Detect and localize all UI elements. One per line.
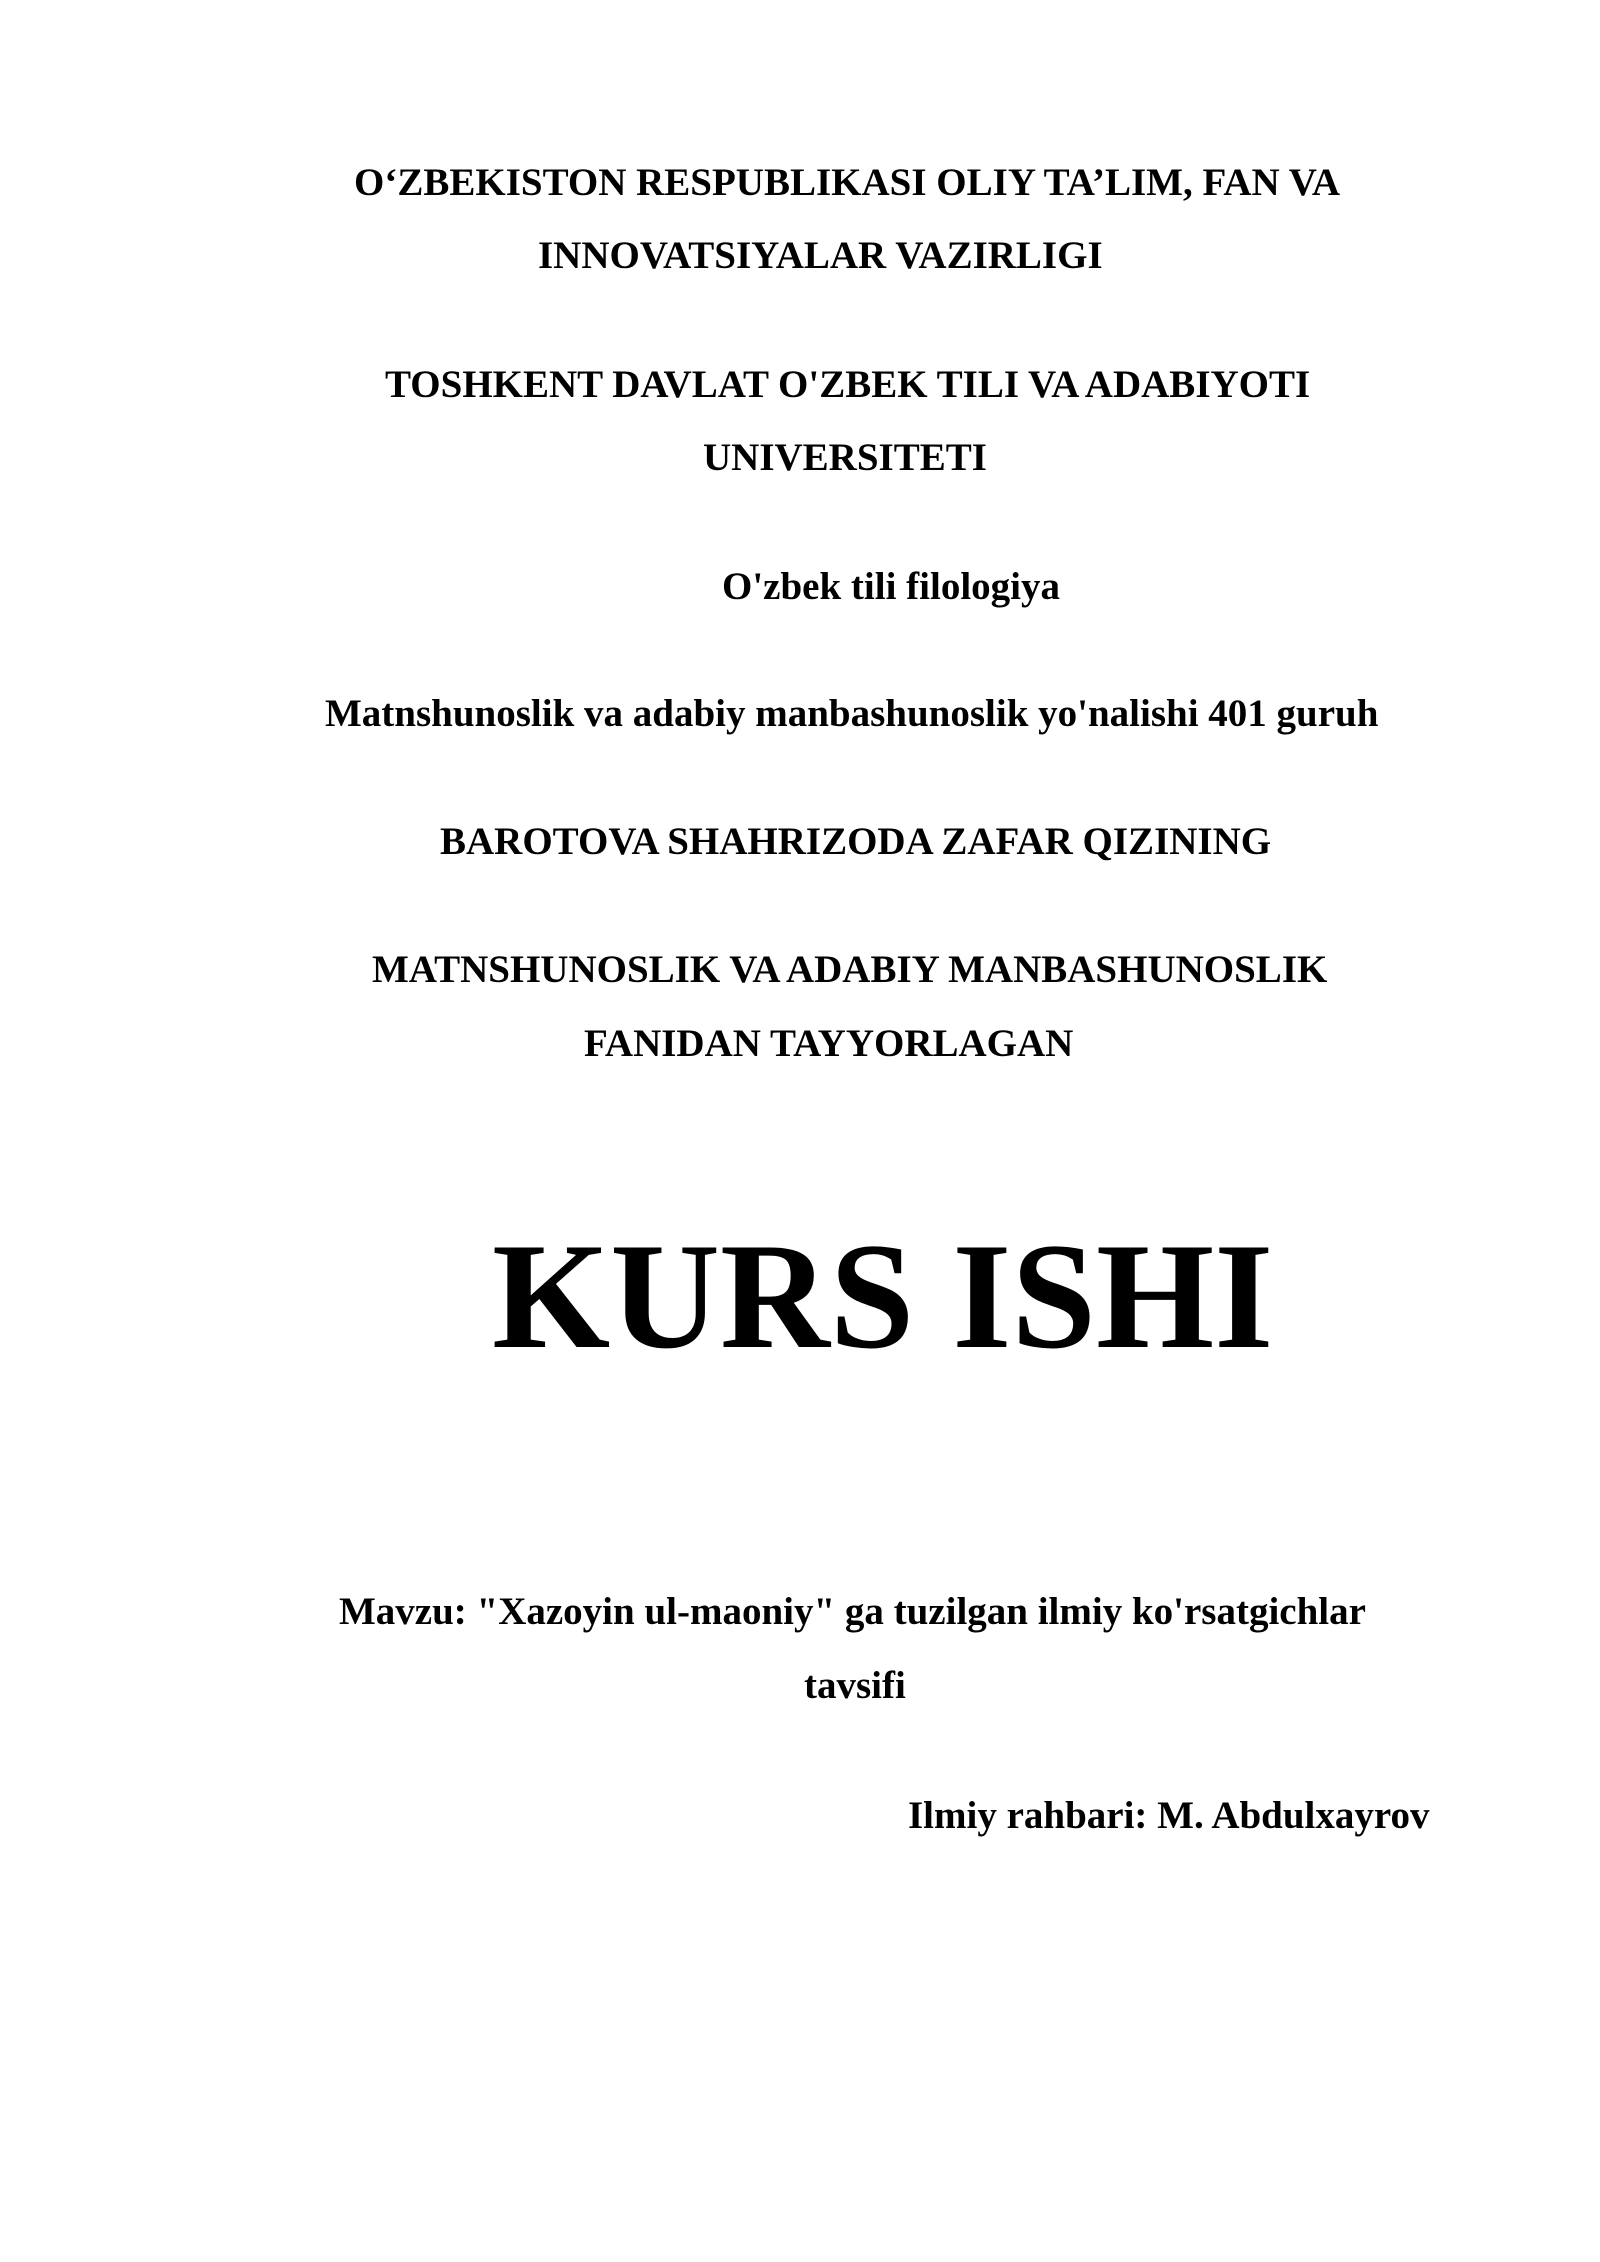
group-info: Matnshunoslik va adabiy manbashunoslik yo'nalishi 401 guruh: [325, 692, 1379, 735]
subject-line-2: FANIDAN TAYYORLAGAN: [584, 1022, 1074, 1065]
supervisor: Ilmiy rahbari: M. Abdulxayrov: [908, 1794, 1430, 1837]
university-line-2: UNIVERSITETI: [703, 436, 987, 479]
topic-line-2: tavsifi: [804, 1664, 906, 1707]
university-line-1: TOSHKENT DAVLAT O'ZBEK TILI VA ADABIYOTI: [385, 363, 1311, 406]
ministry-line-2: INNOVATSIYALAR VAZIRLIGI: [538, 234, 1103, 277]
faculty-name: O'zbek tili filologiya: [722, 565, 1060, 608]
topic-line-1: Mavzu: "Xazoyin ul-maoniy" ga tuzilgan ilmiy ko'rsatgichlar: [339, 1590, 1366, 1633]
document-title: KURS ISHI: [492, 1212, 1274, 1380]
student-name: BAROTOVA SHAHRIZODA ZAFAR QIZINING: [440, 820, 1272, 863]
ministry-line-1: O‘ZBEKISTON RESPUBLIKASI OLIY TA’LIM, FAN VA: [354, 161, 1341, 204]
subject-line-1: MATNSHUNOSLIK VA ADABIY MANBASHUNOSLIK: [372, 948, 1328, 991]
